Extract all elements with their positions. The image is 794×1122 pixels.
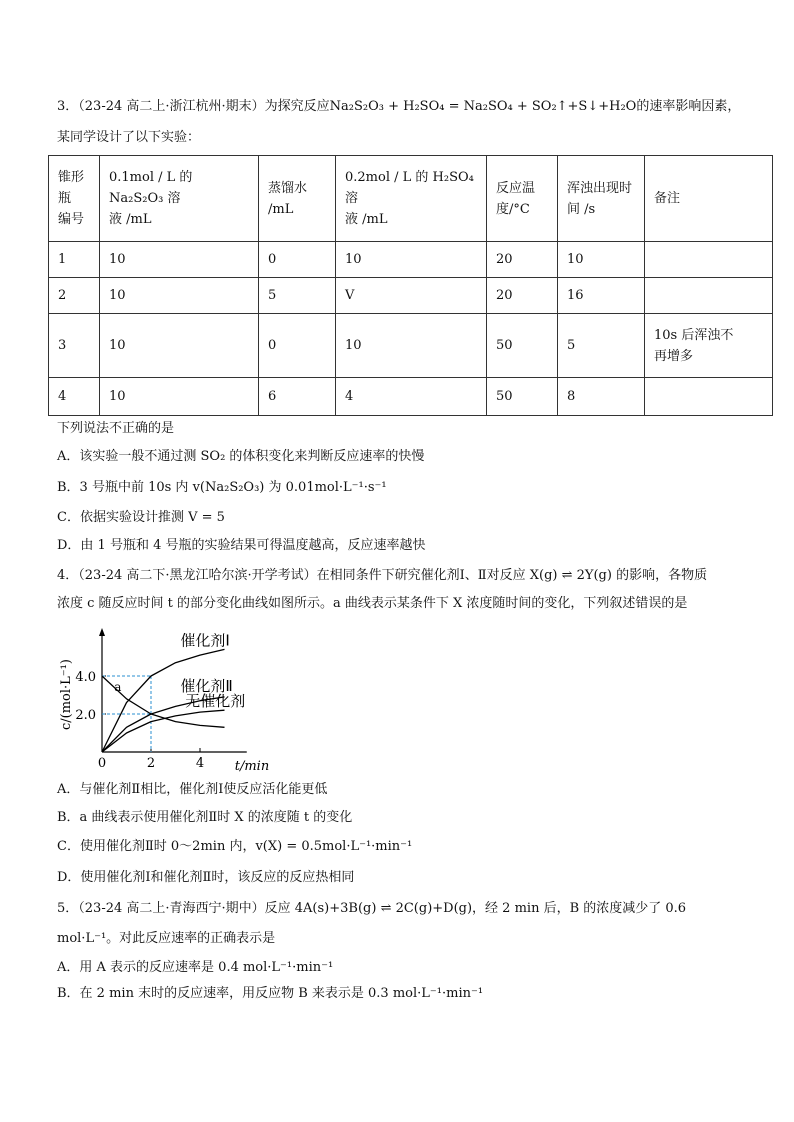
header-cell-time xyxy=(558,156,645,242)
header-text: 液 /mL xyxy=(345,212,388,227)
header-text: 反应温 xyxy=(496,180,536,196)
label-no-catalyst: 无催化剂 xyxy=(185,692,246,711)
q5-option-b: B．在 2 min 末时的反应速率，用反应物 B 来表示是 0.3 mol·L⁻¹·min⁻¹ xyxy=(57,986,484,1001)
q4-option-b: B．a 曲线表示使用催化剂Ⅱ时 X 的浓度随 t 的变化 xyxy=(57,810,353,825)
table-cell: 3 xyxy=(49,314,100,378)
table-cell: 10 xyxy=(100,314,259,378)
table-cell: 50 xyxy=(487,314,558,378)
q5-option-a: A．用 A 表示的反应速率是 0.4 mol·L⁻¹·min⁻¹ xyxy=(57,960,334,975)
header-text: 0.1mol / L 的 Na₂S₂O₃ 溶 xyxy=(109,170,193,206)
q5-heading-line1: 5．（23-24 高二上·青海西宁·期中）反应 4A(s)+3B(g) ⇌ 2C(g)+D(g)，经 2 min 后，B 的浓度减少了 0.6 xyxy=(57,901,687,916)
table-header-row xyxy=(49,156,773,242)
table-cell: 1 xyxy=(49,242,100,278)
table-cell: 5 xyxy=(259,278,336,314)
table-cell: 2 xyxy=(49,278,100,314)
header-cell-water xyxy=(259,156,336,242)
table-cell: 16 xyxy=(558,278,645,314)
table-cell: 10 xyxy=(100,378,259,416)
q4-option-d: D．使用催化剂Ⅰ和催化剂Ⅱ时，该反应的反应热相同 xyxy=(57,870,355,885)
header-cell-h2so4 xyxy=(336,156,487,242)
header-text: 浑浊出现时 xyxy=(567,180,633,196)
table-cell: 6 xyxy=(259,378,336,416)
table-row xyxy=(49,378,773,416)
header-text: /mL xyxy=(268,201,294,217)
table-cell xyxy=(645,278,773,314)
header-text: 备注 xyxy=(654,191,681,206)
q4-heading-line2: 浓度 c 随反应时间 t 的部分变化曲线如图所示。a 曲线表示某条件下 X 浓度随时间的变化，下列叙述错误的是 xyxy=(57,596,688,611)
table-cell: 10 xyxy=(336,314,487,378)
header-cell-na2s2o3 xyxy=(100,156,259,242)
header-text: 编号 xyxy=(58,212,85,227)
table-cell: 20 xyxy=(487,242,558,278)
y-tick-label: 2.0 xyxy=(75,708,96,723)
table-row xyxy=(49,242,773,278)
header-text: 蒸馏水 xyxy=(268,180,308,196)
x-axis-label: t/min xyxy=(234,759,270,774)
q5-heading-line2: mol·L⁻¹。对此反应速率的正确表示是 xyxy=(57,931,276,946)
chart-labels xyxy=(59,631,269,774)
table-cell xyxy=(645,242,773,278)
table-cell: 50 xyxy=(487,378,558,416)
label-catalyst-2: 催化剂Ⅱ xyxy=(180,676,233,695)
label-catalyst-1: 催化剂Ⅰ xyxy=(180,631,230,650)
header-text: 度/°C xyxy=(496,201,530,217)
header-text: 0.2mol / L 的 H₂SO₄ 溶 xyxy=(345,170,474,206)
table-cell: 10 xyxy=(336,242,487,278)
experiment-table xyxy=(48,155,773,416)
header-text: 锥形 xyxy=(58,170,85,185)
table-row xyxy=(49,314,773,378)
concentration-time-chart xyxy=(52,620,282,776)
table-cell: 5 xyxy=(558,314,645,378)
y-tick-label: 4.0 xyxy=(75,670,96,685)
x-tick-label: 0 xyxy=(97,756,107,771)
label-curve-a: a xyxy=(114,680,122,695)
header-cell-remark xyxy=(645,156,773,242)
table-cell: 0 xyxy=(259,242,336,278)
header-cell-flask xyxy=(49,156,100,242)
header-text: 间 /s xyxy=(567,201,596,217)
header-text: 液 /mL xyxy=(109,212,152,227)
q4-option-c: C．使用催化剂Ⅱ时 0～2min 内，v(X) = 0.5mol·L⁻¹·min⁻¹ xyxy=(57,839,413,854)
q4-option-a: A．与催化剂Ⅱ相比，催化剂Ⅰ使反应活化能更低 xyxy=(57,782,328,797)
table-cell: 4 xyxy=(336,378,487,416)
remark-text: 再增多 xyxy=(654,348,694,364)
remark-text: 10s 后浑浊不 xyxy=(654,327,734,343)
header-cell-temp xyxy=(487,156,558,242)
table-cell: 0 xyxy=(259,314,336,378)
header-text: 瓶 xyxy=(58,191,72,206)
q3-prompt: 下列说法不正确的是 xyxy=(57,421,175,436)
table-cell: V xyxy=(336,278,487,314)
table-cell xyxy=(645,378,773,416)
table-cell: 10 xyxy=(100,242,259,278)
table-cell: 10 xyxy=(558,242,645,278)
q3-option-d: D．由 1 号瓶和 4 号瓶的实验结果可得温度越高，反应速率越快 xyxy=(57,538,426,553)
q3-heading-line1: 3．（23-24 高二上·浙江杭州·期末）为探究反应Na₂S₂O₃ + H₂SO₄ = Na₂SO₄ + SO₂↑+S↓+H₂O的速率影响因素， xyxy=(57,99,741,114)
table-cell: 10 xyxy=(100,278,259,314)
x-tick-label: 2 xyxy=(146,756,156,771)
table-row xyxy=(49,278,773,314)
y-axis-label: c/(mol·L⁻¹) xyxy=(59,659,74,730)
y-axis-arrow xyxy=(99,628,105,636)
table-cell: 8 xyxy=(558,378,645,416)
q3-heading-line2: 某同学设计了以下实验： xyxy=(57,130,201,145)
table-cell-remark xyxy=(645,314,773,378)
table-cell: 4 xyxy=(49,378,100,416)
x-tick-label: 4 xyxy=(195,756,205,771)
table-cell: 20 xyxy=(487,278,558,314)
q3-option-b: B．3 号瓶中前 10s 内 v(Na₂S₂O₃) 为 0.01mol·L⁻¹·s⁻¹ xyxy=(57,480,387,495)
q3-option-c: C．依据实验设计推测 V = 5 xyxy=(57,510,225,525)
q4-heading-line1: 4．（23-24 高二下·黑龙江哈尔滨·开学考试）在相同条件下研究催化剂Ⅰ、Ⅱ对反应 X(g) ⇌ 2Y(g) 的影响，各物质 xyxy=(57,568,708,583)
series-no-catalyst xyxy=(102,710,225,752)
q3-option-a: A．该实验一般不通过测 SO₂ 的体积变化来判断反应速率的快慢 xyxy=(57,449,425,464)
